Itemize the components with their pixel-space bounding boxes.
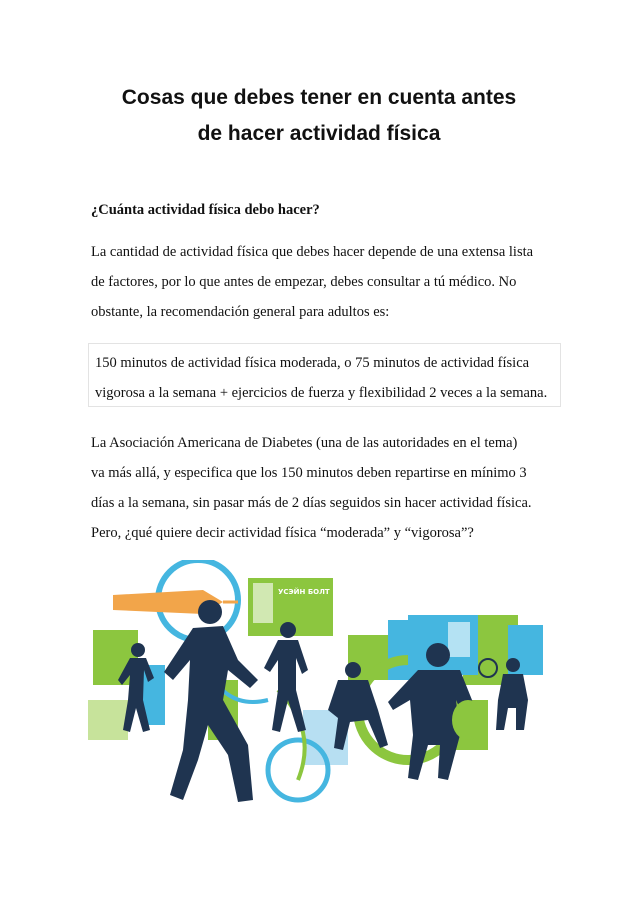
recommendation-line: vigorosa a la semana + ejercicios de fuerza y flexibilidad 2 veces a la semana. [95, 385, 548, 401]
title-line-2: de hacer actividad física [197, 122, 441, 145]
paragraph-line: obstante, la recomendación general para adultos es: [91, 304, 390, 320]
paragraph-line: días a la semana, sin pasar más de 2 días seguidos sin hacer actividad física. [91, 495, 532, 511]
paragraph-line: La Asociación Americana de Diabetes (una de las autoridades en el tema) [91, 435, 518, 451]
card-left-text: УСЭЙН БОЛТ [278, 588, 330, 596]
paragraph-line: de factores, por lo que antes de empezar, debes consultar a tú médico. No [91, 274, 517, 290]
paragraph-line: va más allá, y especifica que los 150 minutos deben repartirse en mínimo 3 [91, 465, 527, 481]
section-question: ¿Cuánta actividad física debo hacer? [91, 202, 320, 218]
title-line-1: Cosas que debes tener en cuenta antes [121, 86, 517, 109]
paragraph-line: La cantidad de actividad física que debes hacer depende de una extensa lista [91, 244, 534, 260]
paragraph-line: Pero, ¿qué quiere decir actividad física “moderada” y “vigorosa”? [91, 525, 474, 541]
paragraph-diabetes [91, 428, 561, 548]
recommendation-box [88, 343, 561, 407]
recommendation-line: 150 minutos de actividad física moderada, o 75 minutos de actividad física [95, 355, 530, 371]
page-title [80, 80, 558, 152]
paragraph-intro [91, 237, 561, 327]
sports-illustration [88, 560, 550, 850]
